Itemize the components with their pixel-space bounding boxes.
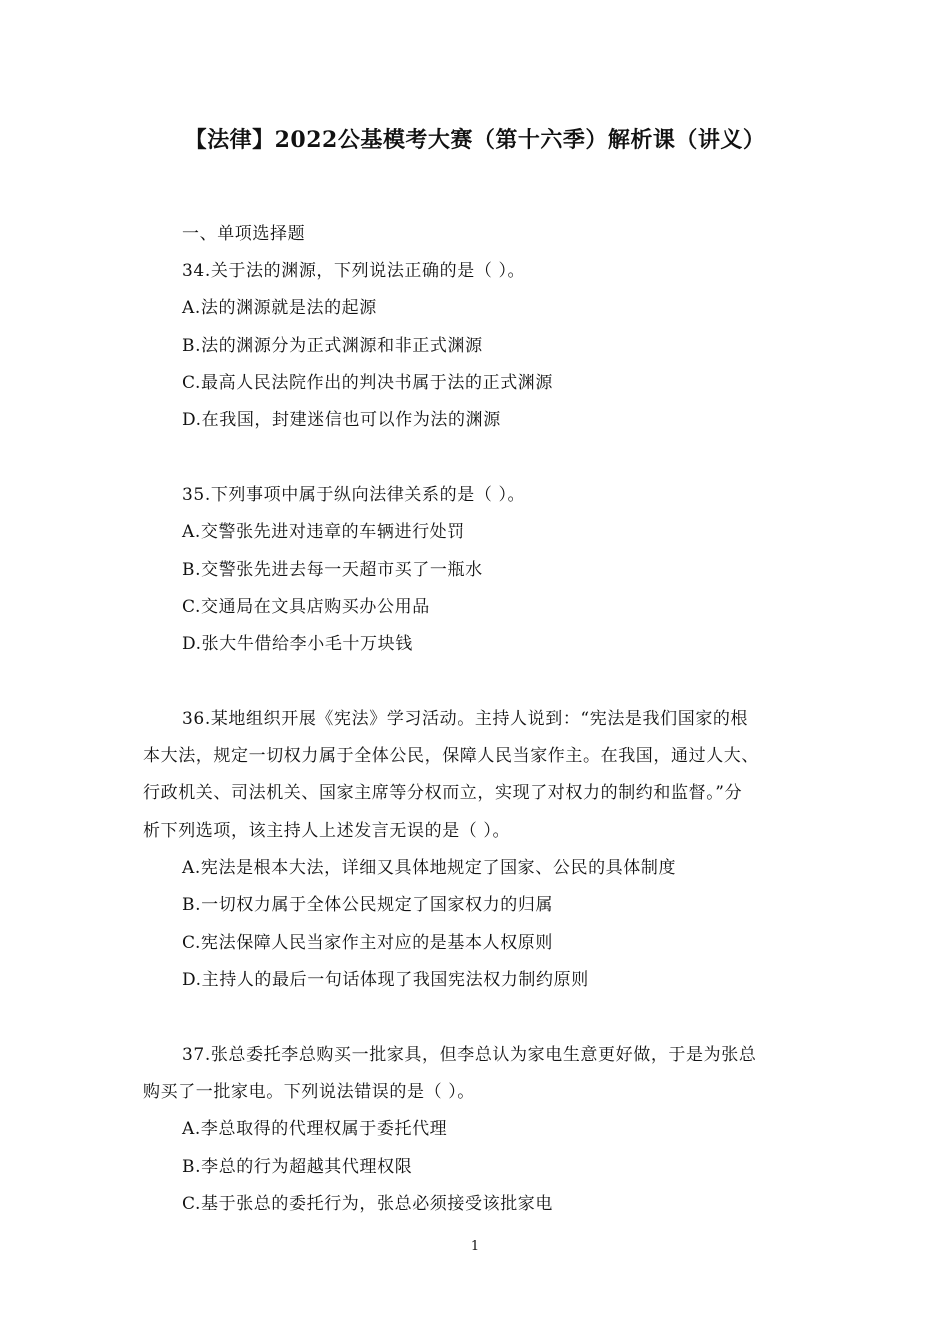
question-37-stem-line-1: 37.张总委托李总购买一批家具，但李总认为家电生意更好做，于是为张总 bbox=[182, 1045, 757, 1065]
question-36-stem-line-1: 36.某地组织开展《宪法》学习活动。主持人说到：“宪法是我们国家的根 bbox=[182, 709, 749, 729]
question-36-option-c: C.宪法保障人民当家作主对应的是基本人权原则 bbox=[182, 933, 554, 953]
question-36-stem-line-4: 析下列选项，该主持人上述发言无误的是（ ）。 bbox=[143, 821, 511, 841]
question-36-option-b: B.一切权力属于全体公民规定了国家权力的归属 bbox=[182, 895, 554, 915]
question-35-option-a: A.交警张先进对违章的车辆进行处罚 bbox=[182, 522, 465, 542]
section-heading: 一、单项选择题 bbox=[182, 224, 306, 244]
question-37-option-b: B.李总的行为超越其代理权限 bbox=[182, 1157, 413, 1177]
question-37-option-c: C.基于张总的委托行为，张总必须接受该批家电 bbox=[182, 1194, 554, 1214]
question-35-option-b: B.交警张先进去每一天超市买了一瓶水 bbox=[182, 560, 483, 580]
question-35-option-c: C.交通局在文具店购买办公用品 bbox=[182, 597, 430, 617]
question-34-option-b: B.法的渊源分为正式渊源和非正式渊源 bbox=[182, 336, 483, 356]
document-title: 【法律】2022公基模考大赛（第十六季）解析课（讲义） bbox=[184, 127, 766, 153]
question-34-stem: 34.关于法的渊源，下列说法正确的是（ ）。 bbox=[182, 261, 526, 281]
question-36-stem-line-2: 本大法，规定一切权力属于全体公民，保障人民当家作主。在我国，通过人大、 bbox=[143, 746, 759, 766]
page-number: 1 bbox=[470, 1239, 480, 1254]
question-37-option-a: A.李总取得的代理权属于委托代理 bbox=[182, 1119, 448, 1139]
question-35-stem: 35.下列事项中属于纵向法律关系的是（ ）。 bbox=[182, 485, 526, 505]
question-34-option-d: D.在我国，封建迷信也可以作为法的渊源 bbox=[182, 410, 501, 430]
question-36-option-d: D.主持人的最后一句话体现了我国宪法权力制约原则 bbox=[182, 970, 589, 990]
question-35-option-d: D.张大牛借给李小毛十万块钱 bbox=[182, 634, 413, 654]
question-34-option-a: A.法的渊源就是法的起源 bbox=[182, 298, 377, 318]
question-36-option-a: A.宪法是根本大法，详细又具体地规定了国家、公民的具体制度 bbox=[182, 858, 677, 878]
question-36-stem-line-3: 行政机关、司法机关、国家主席等分权而立，实现了对权力的制约和监督。”分 bbox=[143, 783, 743, 803]
question-34-option-c: C.最高人民法院作出的判决书属于法的正式渊源 bbox=[182, 373, 554, 393]
question-37-stem-line-2: 购买了一批家电。下列说法错误的是（ ）。 bbox=[143, 1082, 475, 1102]
